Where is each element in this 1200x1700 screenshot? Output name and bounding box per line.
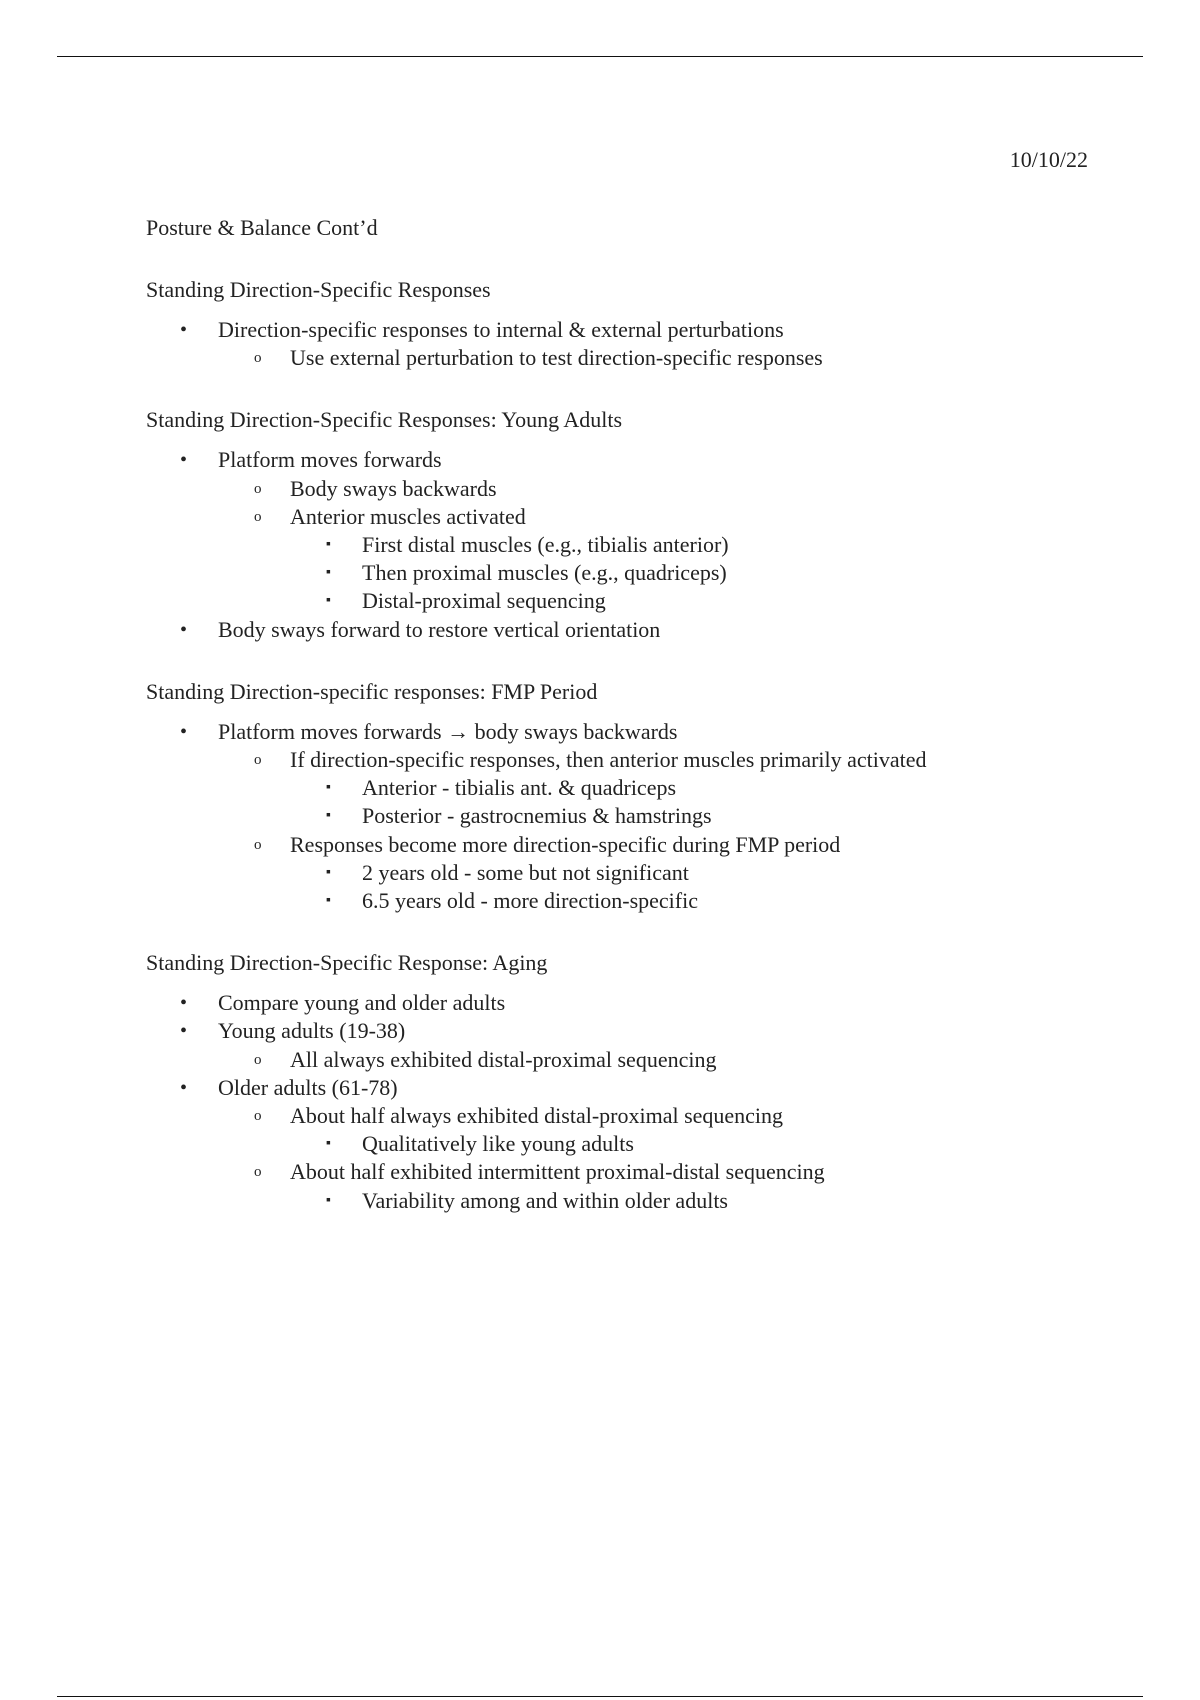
list-item bbox=[146, 718, 1106, 915]
section-direction-specific-responses bbox=[146, 276, 1106, 372]
bullet-square-icon: ▪ bbox=[326, 537, 331, 553]
sub-bullet-list bbox=[218, 344, 1106, 372]
list-item-text: Posterior - gastrocnemius & hamstrings bbox=[362, 803, 712, 829]
list-item bbox=[290, 1187, 1106, 1215]
bullet-list bbox=[146, 446, 1106, 643]
list-item bbox=[290, 774, 1106, 802]
list-item bbox=[218, 1158, 1106, 1214]
bullet-dot-icon: • bbox=[180, 1076, 188, 1099]
list-item-text: Use external perturbation to test direction-specific responses bbox=[290, 345, 823, 371]
list-item-text: All always exhibited distal-proximal sequencing bbox=[290, 1046, 717, 1072]
list-item-text: Anterior - tibialis ant. & quadriceps bbox=[362, 775, 677, 801]
list-item-text: If direction-specific responses, then anterior muscles primarily activated bbox=[290, 747, 927, 773]
sub-bullet-list bbox=[218, 746, 1106, 915]
bullet-dot-icon: • bbox=[180, 449, 188, 472]
sub-sub-bullet-list bbox=[290, 531, 1106, 616]
bullet-circle-icon: o bbox=[254, 1108, 262, 1125]
bullet-square-icon: ▪ bbox=[326, 565, 331, 581]
list-item-text: First distal muscles (e.g., tibialis anterior) bbox=[362, 532, 729, 558]
list-item bbox=[146, 616, 1106, 644]
list-item bbox=[290, 859, 1106, 887]
list-item bbox=[218, 344, 1106, 372]
top-rule bbox=[57, 56, 1143, 57]
list-item-text: Variability among and within older adults bbox=[362, 1187, 728, 1213]
list-item bbox=[218, 1046, 1106, 1074]
section-young-adults bbox=[146, 406, 1106, 643]
bullet-circle-icon: o bbox=[254, 1164, 262, 1181]
sub-sub-bullet-list bbox=[290, 859, 1106, 915]
list-item bbox=[146, 989, 1106, 1017]
list-item bbox=[290, 1130, 1106, 1158]
bullet-circle-icon: o bbox=[254, 1051, 262, 1068]
list-item bbox=[290, 559, 1106, 587]
document-body bbox=[146, 214, 1106, 1215]
section-heading: Standing Direction-Specific Responses bbox=[146, 277, 491, 302]
list-item-text: Distal-proximal sequencing bbox=[362, 588, 606, 614]
list-item-text: Direction-specific responses to internal & external perturbations bbox=[218, 317, 784, 342]
bullet-dot-icon: • bbox=[180, 720, 188, 743]
document-date: 10/10/22 bbox=[1009, 147, 1088, 172]
sub-sub-bullet-list bbox=[290, 774, 1106, 830]
bullet-square-icon: ▪ bbox=[326, 1136, 331, 1152]
bullet-square-icon: ▪ bbox=[326, 864, 331, 880]
section-heading: Standing Direction-specific responses: FMP Period bbox=[146, 678, 598, 704]
bullet-circle-icon: o bbox=[254, 508, 262, 525]
list-item bbox=[290, 802, 1106, 830]
list-item-text: About half exhibited intermittent proximal-distal sequencing bbox=[290, 1159, 825, 1185]
bullet-dot-icon: • bbox=[180, 319, 188, 341]
bullet-dot-icon: • bbox=[180, 992, 188, 1015]
list-item bbox=[146, 1017, 1106, 1073]
list-item-text: 6.5 years old - more direction-specific bbox=[362, 888, 698, 914]
section-heading: Standing Direction-Specific Response: Aging bbox=[146, 950, 548, 976]
list-item-text: Body sways forward to restore vertical orientation bbox=[218, 616, 661, 642]
bullet-square-icon: ▪ bbox=[326, 780, 331, 796]
bullet-list bbox=[146, 989, 1106, 1215]
list-item bbox=[218, 1102, 1106, 1158]
bullet-circle-icon: o bbox=[254, 752, 262, 769]
list-item-text: Then proximal muscles (e.g., quadriceps) bbox=[362, 560, 727, 586]
bullet-circle-icon: o bbox=[254, 836, 262, 853]
sub-sub-bullet-list bbox=[290, 1187, 1106, 1215]
bullet-square-icon: ▪ bbox=[326, 808, 331, 824]
sub-bullet-list bbox=[218, 475, 1106, 616]
bullet-circle-icon: o bbox=[254, 480, 262, 497]
sub-bullet-list bbox=[218, 1102, 1106, 1215]
list-item-text: Qualitatively like young adults bbox=[362, 1131, 634, 1157]
list-item-text: Compare young and older adults bbox=[218, 990, 506, 1016]
section-fmp-period bbox=[146, 678, 1106, 915]
document-title: Posture & Balance Cont’d bbox=[146, 215, 378, 240]
list-item bbox=[218, 475, 1106, 503]
sub-sub-bullet-list bbox=[290, 1130, 1106, 1158]
bottom-rule bbox=[57, 1696, 1143, 1697]
section-heading: Standing Direction-Specific Responses: Young Adults bbox=[146, 407, 623, 433]
list-item-text: Responses become more direction-specific during FMP period bbox=[290, 831, 841, 857]
list-item bbox=[290, 887, 1106, 915]
bullet-square-icon: ▪ bbox=[326, 893, 331, 909]
bullet-list bbox=[146, 316, 1106, 372]
list-item bbox=[290, 531, 1106, 559]
list-item bbox=[290, 587, 1106, 615]
list-item-text: Body sways backwards bbox=[290, 475, 497, 501]
section-aging bbox=[146, 949, 1106, 1215]
bullet-circle-icon: o bbox=[254, 350, 262, 367]
list-item-text: Platform moves forwards bbox=[218, 447, 442, 473]
bullet-dot-icon: • bbox=[180, 618, 188, 641]
list-item bbox=[218, 831, 1106, 916]
list-item-text: Anterior muscles activated bbox=[290, 503, 526, 529]
list-item bbox=[218, 503, 1106, 616]
list-item-text: About half always exhibited distal-proximal sequencing bbox=[290, 1103, 784, 1129]
list-item-text: 2 years old - some but not significant bbox=[362, 859, 689, 885]
list-item-text: Young adults (19-38) bbox=[218, 1018, 406, 1044]
list-item bbox=[146, 316, 1106, 372]
list-item-text: Older adults (61-78) bbox=[218, 1074, 398, 1100]
bullet-square-icon: ▪ bbox=[326, 1192, 331, 1208]
bullet-list bbox=[146, 718, 1106, 915]
bullet-dot-icon: • bbox=[180, 1020, 188, 1043]
list-item-text: Platform moves forwards → body sways backwards bbox=[218, 718, 678, 744]
bullet-square-icon: ▪ bbox=[326, 593, 331, 609]
list-item bbox=[146, 446, 1106, 615]
sub-bullet-list bbox=[218, 1046, 1106, 1074]
list-item bbox=[146, 1074, 1106, 1215]
list-item bbox=[218, 746, 1106, 831]
